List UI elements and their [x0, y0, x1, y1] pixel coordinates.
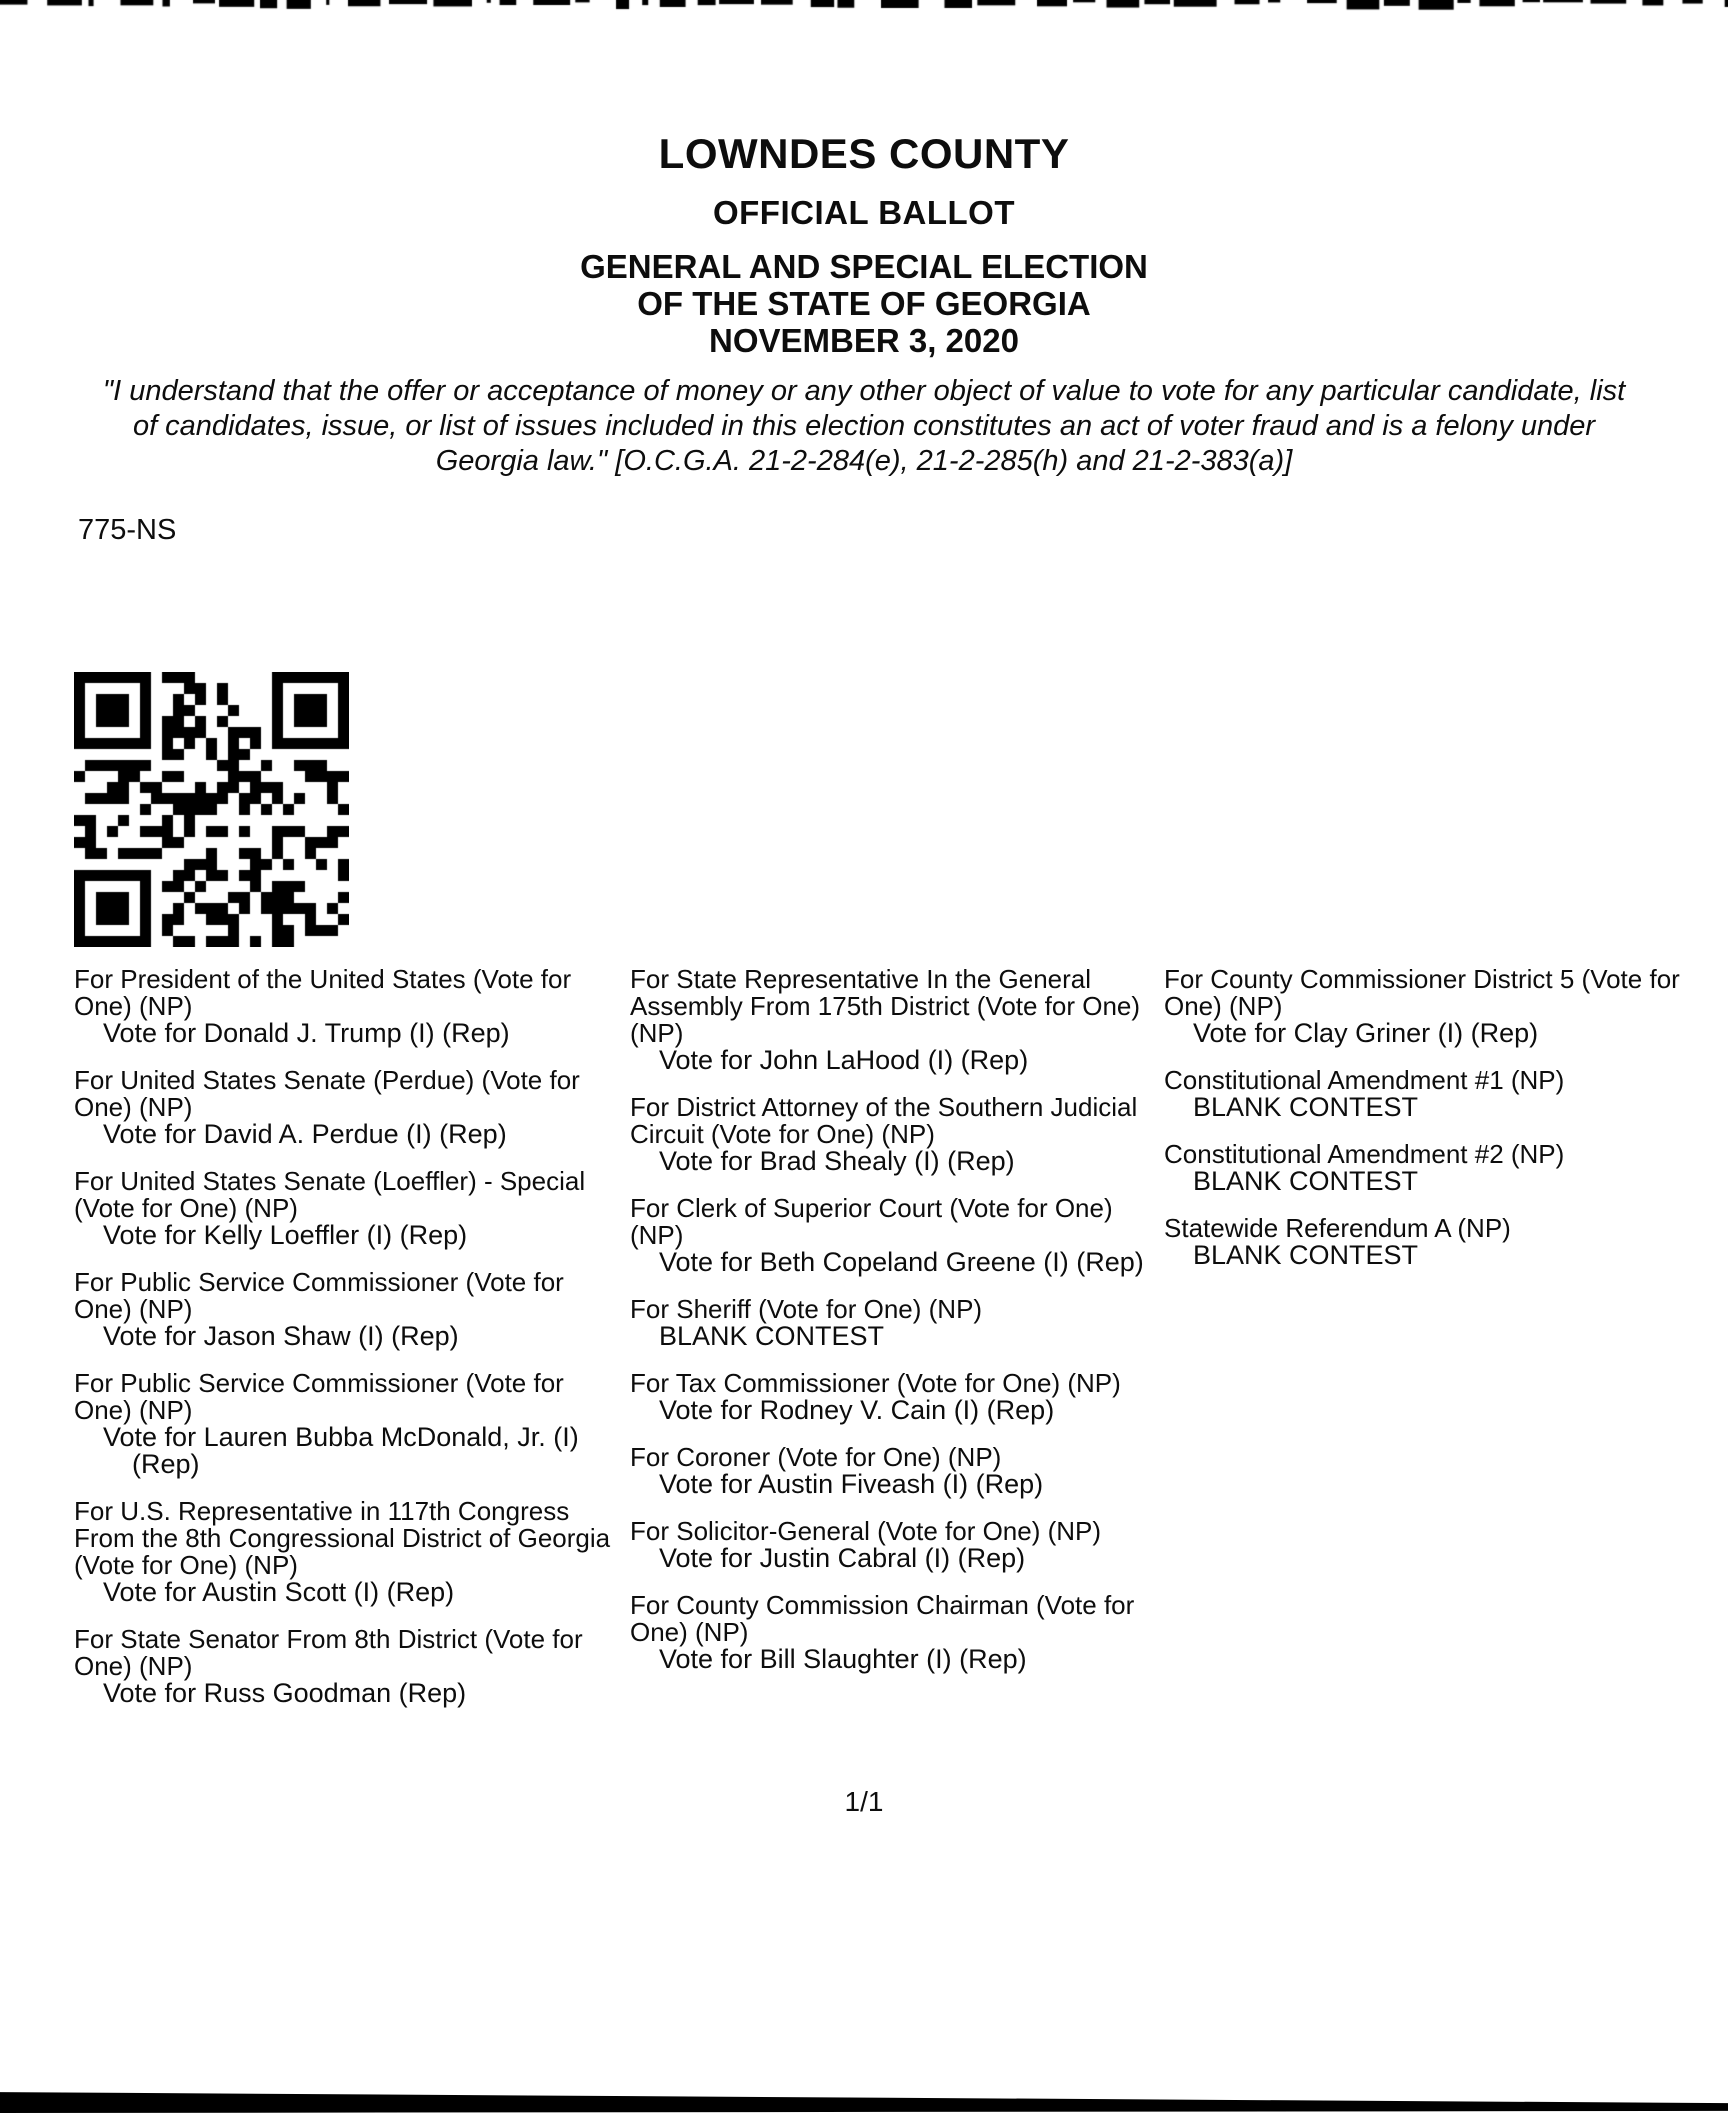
- contest-selection: Vote for Jason Shaw (I) (Rep): [103, 1321, 459, 1351]
- contest-title: Constitutional Amendment #2 (NP): [1164, 1139, 1565, 1169]
- contest: [1164, 1215, 1726, 1269]
- contest-title: For Coroner (Vote for One) (NP): [630, 1442, 1002, 1472]
- contest: [74, 1498, 624, 1606]
- election-title: GENERAL AND SPECIAL ELECTION: [580, 248, 1148, 285]
- county-title: LOWNDES COUNTY: [658, 130, 1070, 177]
- ballot-column-3: [1164, 966, 1726, 1289]
- contest: [630, 1094, 1168, 1175]
- contest-selection: BLANK CONTEST: [1193, 1240, 1419, 1270]
- fraud-notice: "I understand that the offer or acceptance of money or any other object of value to vote for any particular candidate, list of candidates, issue, or list of issues included in this election constitutes an act of voter fraud and is a felony under Georgia law." [O.C.G.A. 21-2-284(e), 21-2-285(h) and 21-2-383(a)]: [102, 375, 1626, 477]
- contest-title: For Sheriff (Vote for One) (NP): [630, 1294, 983, 1324]
- contest-title: For U.S. Representative in 117th Congress From the 8th Congressional District of Georgia (Vote for One) (NP): [74, 1496, 611, 1580]
- contest-selection: BLANK CONTEST: [1193, 1092, 1419, 1122]
- contest: [630, 1444, 1168, 1498]
- contest: [1164, 1141, 1726, 1195]
- contest-title: For United States Senate (Loeffler) - Special (Vote for One) (NP): [74, 1166, 586, 1223]
- scan-artifact-bottom: [0, 2090, 1728, 2113]
- contest: [630, 1195, 1168, 1276]
- contest-title: For Solicitor-General (Vote for One) (NP): [630, 1516, 1102, 1546]
- contest-title: For State Senator From 8th District (Vote for One) (NP): [74, 1624, 583, 1681]
- contest: [74, 1626, 624, 1707]
- contest-selection: Vote for Rodney V. Cain (I) (Rep): [659, 1395, 1055, 1425]
- qr-code-icon: [74, 672, 349, 947]
- contest: [630, 1518, 1168, 1572]
- contest-selection: Vote for Justin Cabral (I) (Rep): [659, 1543, 1026, 1573]
- contest: [630, 1592, 1168, 1673]
- contest-title: For Public Service Commissioner (Vote for One) (NP): [74, 1368, 564, 1425]
- contest-selection: Vote for Kelly Loeffler (I) (Rep): [103, 1220, 468, 1250]
- election-date: NOVEMBER 3, 2020: [709, 322, 1019, 359]
- contest-selection: Vote for Lauren Bubba McDonald, Jr. (I) (Rep): [103, 1422, 579, 1479]
- contest-title: For President of the United States (Vote for One) (NP): [74, 964, 572, 1021]
- contest-selection: Vote for Austin Fiveash (I) (Rep): [659, 1469, 1044, 1499]
- ballot-style-number: 775-NS: [78, 514, 177, 546]
- contest-title: For Tax Commissioner (Vote for One) (NP): [630, 1368, 1121, 1398]
- contest-title: For United States Senate (Perdue) (Vote for One) (NP): [74, 1065, 580, 1122]
- contest-selection: Vote for Clay Griner (I) (Rep): [1193, 1018, 1539, 1048]
- contest-selection: BLANK CONTEST: [659, 1321, 885, 1351]
- contest-title: For Public Service Commissioner (Vote for One) (NP): [74, 1267, 564, 1324]
- contest: [630, 1296, 1168, 1350]
- contest-selection: Vote for Donald J. Trump (I) (Rep): [103, 1018, 510, 1048]
- contest-selection: Vote for David A. Perdue (I) (Rep): [103, 1119, 507, 1149]
- contest: [74, 1067, 624, 1148]
- ballot-column-2: [630, 966, 1168, 1693]
- contest-title: For County Commission Chairman (Vote for One) (NP): [630, 1590, 1135, 1647]
- contest-selection: Vote for Beth Copeland Greene (I) (Rep): [659, 1247, 1144, 1277]
- contest: [1164, 1067, 1726, 1121]
- contest: [74, 1168, 624, 1249]
- contest: [74, 1269, 624, 1350]
- contest: [1164, 966, 1726, 1047]
- contest: [74, 966, 624, 1047]
- contest-selection: Vote for Austin Scott (I) (Rep): [103, 1577, 455, 1607]
- page-number: 1/1: [844, 1786, 884, 1817]
- contest-title: For Clerk of Superior Court (Vote for One) (NP): [630, 1193, 1113, 1250]
- contest-selection: Vote for Brad Shealy (I) (Rep): [659, 1146, 1015, 1176]
- contest-title: For County Commissioner District 5 (Vote for One) (NP): [1164, 964, 1680, 1021]
- election-subtitle: OF THE STATE OF GEORGIA: [637, 285, 1091, 322]
- contest-title: Constitutional Amendment #1 (NP): [1164, 1065, 1565, 1095]
- ballot-type-title: OFFICIAL BALLOT: [712, 194, 1016, 231]
- contest: [74, 1370, 624, 1478]
- contest: [630, 1370, 1168, 1424]
- contest-title: Statewide Referendum A (NP): [1164, 1213, 1511, 1243]
- contest-selection: Vote for Bill Slaughter (I) (Rep): [659, 1644, 1027, 1674]
- contest-selection: BLANK CONTEST: [1193, 1166, 1419, 1196]
- contest-selection: Vote for Russ Goodman (Rep): [103, 1678, 467, 1708]
- contest-selection: Vote for John LaHood (I) (Rep): [659, 1045, 1029, 1075]
- contest-title: For District Attorney of the Southern Judicial Circuit (Vote for One) (NP): [630, 1092, 1138, 1149]
- contest: [630, 966, 1168, 1074]
- scan-marks-top: [0, 0, 1728, 12]
- ballot-column-1: [74, 966, 624, 1727]
- contest-title: For State Representative In the General Assembly From 175th District (Vote for One) (NP): [630, 964, 1141, 1048]
